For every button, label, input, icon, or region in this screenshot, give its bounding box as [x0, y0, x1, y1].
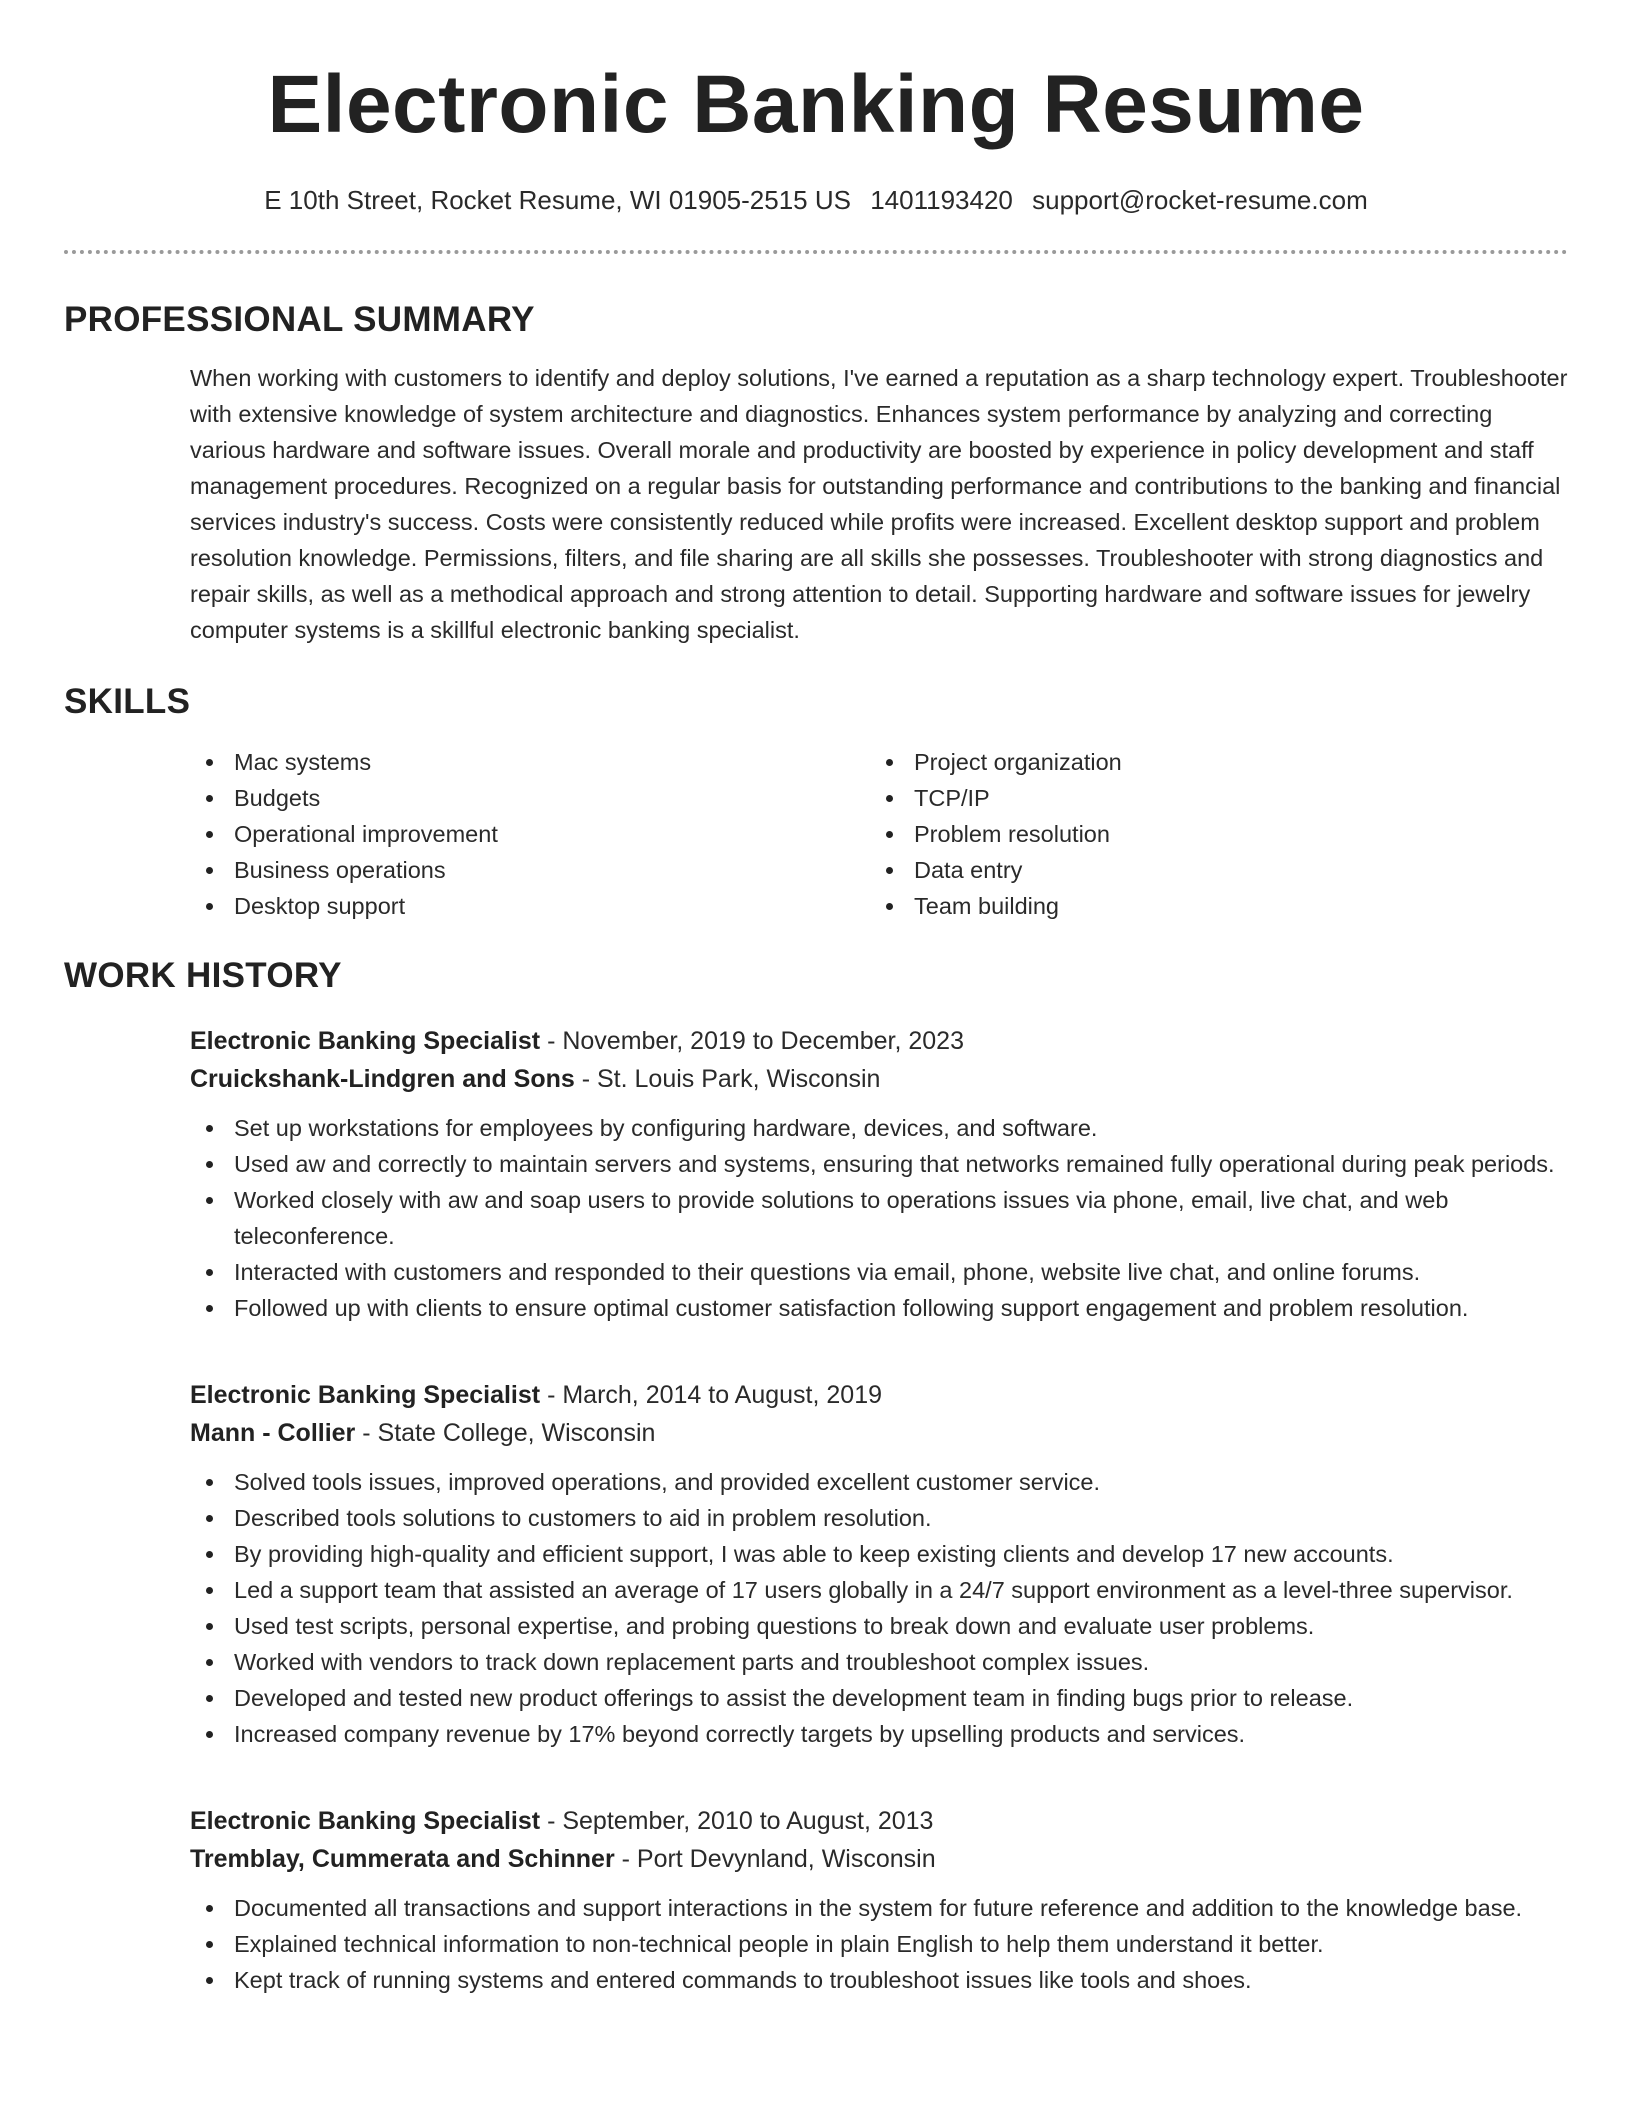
- contact-email[interactable]: support@rocket-resume.com: [1032, 185, 1368, 215]
- job-bullets: [190, 1890, 1568, 1998]
- skill-item: Operational improvement: [190, 816, 870, 852]
- job-bullet: Developed and tested new product offerings to assist the development team in finding bugs prior to release.: [190, 1680, 1568, 1716]
- job-dates: - November, 2019 to December, 2023: [540, 1027, 964, 1055]
- job-role: Electronic Banking Specialist: [190, 1807, 541, 1835]
- resume-title: Electronic Banking Resume: [267, 59, 1365, 150]
- job-bullet: Increased company revenue by 17% beyond correctly targets by upselling products and services.: [190, 1716, 1568, 1752]
- job-bullet: Worked with vendors to track down replacement parts and troubleshoot complex issues.: [190, 1644, 1568, 1680]
- skill-item: Budgets: [190, 780, 870, 816]
- job-company-line: [190, 1060, 1568, 1098]
- job-bullet: Kept track of running systems and entered commands to troubleshoot issues like tools and shoes.: [190, 1962, 1568, 1998]
- skills-column-left: [190, 744, 870, 924]
- contact-phone: 1401193420: [870, 185, 1013, 215]
- job-bullet: Followed up with clients to ensure optimal customer satisfaction following support engagement and problem resolution.: [190, 1290, 1568, 1326]
- skill-item: Business operations: [190, 852, 870, 888]
- job-bullet: Documented all transactions and support interactions in the system for future reference and addition to the knowledge base.: [190, 1890, 1568, 1926]
- job-role-line: [190, 1022, 1568, 1060]
- skill-item: Problem resolution: [870, 816, 1550, 852]
- job-company: Tremblay, Cummerata and Schinner: [190, 1845, 615, 1873]
- job-company-line: [190, 1840, 1568, 1878]
- job-bullet: Solved tools issues, improved operations, and provided excellent customer service.: [190, 1464, 1568, 1500]
- job-location: - Port Devynland, Wisconsin: [614, 1845, 936, 1873]
- job-bullet: Set up workstations for employees by configuring hardware, devices, and software.: [190, 1110, 1568, 1146]
- skill-item: TCP/IP: [870, 780, 1550, 816]
- job-role: Electronic Banking Specialist: [190, 1381, 541, 1409]
- job-bullets: [190, 1464, 1568, 1752]
- job-bullets: [190, 1110, 1568, 1326]
- header-divider: [64, 250, 1568, 254]
- job-location: - State College, Wisconsin: [355, 1419, 656, 1447]
- job-dates: - March, 2014 to August, 2019: [540, 1381, 883, 1409]
- job-company: Mann - Collier: [190, 1419, 356, 1447]
- job-bullet: Explained technical information to non-technical people in plain English to help them understand it better.: [190, 1926, 1568, 1962]
- job-entry: [190, 1022, 1568, 1326]
- job-entry: [190, 1376, 1568, 1752]
- job-company: Cruickshank-Lindgren and Sons: [190, 1065, 575, 1093]
- job-role: Electronic Banking Specialist: [190, 1027, 541, 1055]
- job-entry: [190, 1802, 1568, 1998]
- job-bullet: Used test scripts, personal expertise, and probing questions to break down and evaluate user problems.: [190, 1608, 1568, 1644]
- job-company-line: [190, 1414, 1568, 1452]
- work-history-list: [190, 1022, 1568, 1998]
- summary-text: When working with customers to identify and deploy solutions, I've earned a reputation as a sharp technology expert. Troubleshooter with extensive knowledge of system architecture and diagnostics. Enhances system performance by analyzing and correcting various hardware and software issues. Overall morale and productivity are boosted by experience in policy development and staff management procedures. Recognized on a regular basis for outstanding performance and contributions to the banking and financial services industry's success. Costs were consistently reduced while profits were increased. Excellent desktop support and problem resolution knowledge. Permissions, filters, and file sharing are all skills she possesses. Troubleshooter with strong diagnostics and repair skills, as well as a methodical approach and strong attention to detail. Supporting hardware and software issues for jewelry computer systems is a skillful electronic banking specialist.: [190, 365, 1568, 643]
- job-bullet: Worked closely with aw and soap users to provide solutions to operations issues via phone, email, live chat, and web teleconference.: [190, 1182, 1568, 1254]
- skills-column-right: [870, 744, 1550, 924]
- job-bullet: Interacted with customers and responded to their questions via email, phone, website live chat, and online forums.: [190, 1254, 1568, 1290]
- job-bullet: Used aw and correctly to maintain servers and systems, ensuring that networks remained fully operational during peak periods.: [190, 1146, 1568, 1182]
- job-bullet: Described tools solutions to customers to aid in problem resolution.: [190, 1500, 1568, 1536]
- contact-line: [64, 184, 1568, 216]
- skill-item: Data entry: [870, 852, 1550, 888]
- job-role-line: [190, 1802, 1568, 1840]
- skills-heading: SKILLS: [64, 682, 191, 721]
- skill-item: Project organization: [870, 744, 1550, 780]
- contact-address: E 10th Street, Rocket Resume, WI 01905-2515 US: [264, 185, 851, 215]
- job-role-line: [190, 1376, 1568, 1414]
- job-dates: - September, 2010 to August, 2013: [540, 1807, 934, 1835]
- job-bullet: By providing high-quality and efficient support, I was able to keep existing clients and develop 17 new accounts.: [190, 1536, 1568, 1572]
- skill-item: Team building: [870, 888, 1550, 924]
- summary-heading: PROFESSIONAL SUMMARY: [64, 300, 535, 339]
- work-history-heading: WORK HISTORY: [64, 956, 342, 995]
- skill-item: Mac systems: [190, 744, 870, 780]
- job-location: - St. Louis Park, Wisconsin: [574, 1065, 881, 1093]
- job-bullet: Led a support team that assisted an average of 17 users globally in a 24/7 support environment as a level-three supervisor.: [190, 1572, 1568, 1608]
- skill-item: Desktop support: [190, 888, 870, 924]
- skills-list: [190, 744, 1568, 924]
